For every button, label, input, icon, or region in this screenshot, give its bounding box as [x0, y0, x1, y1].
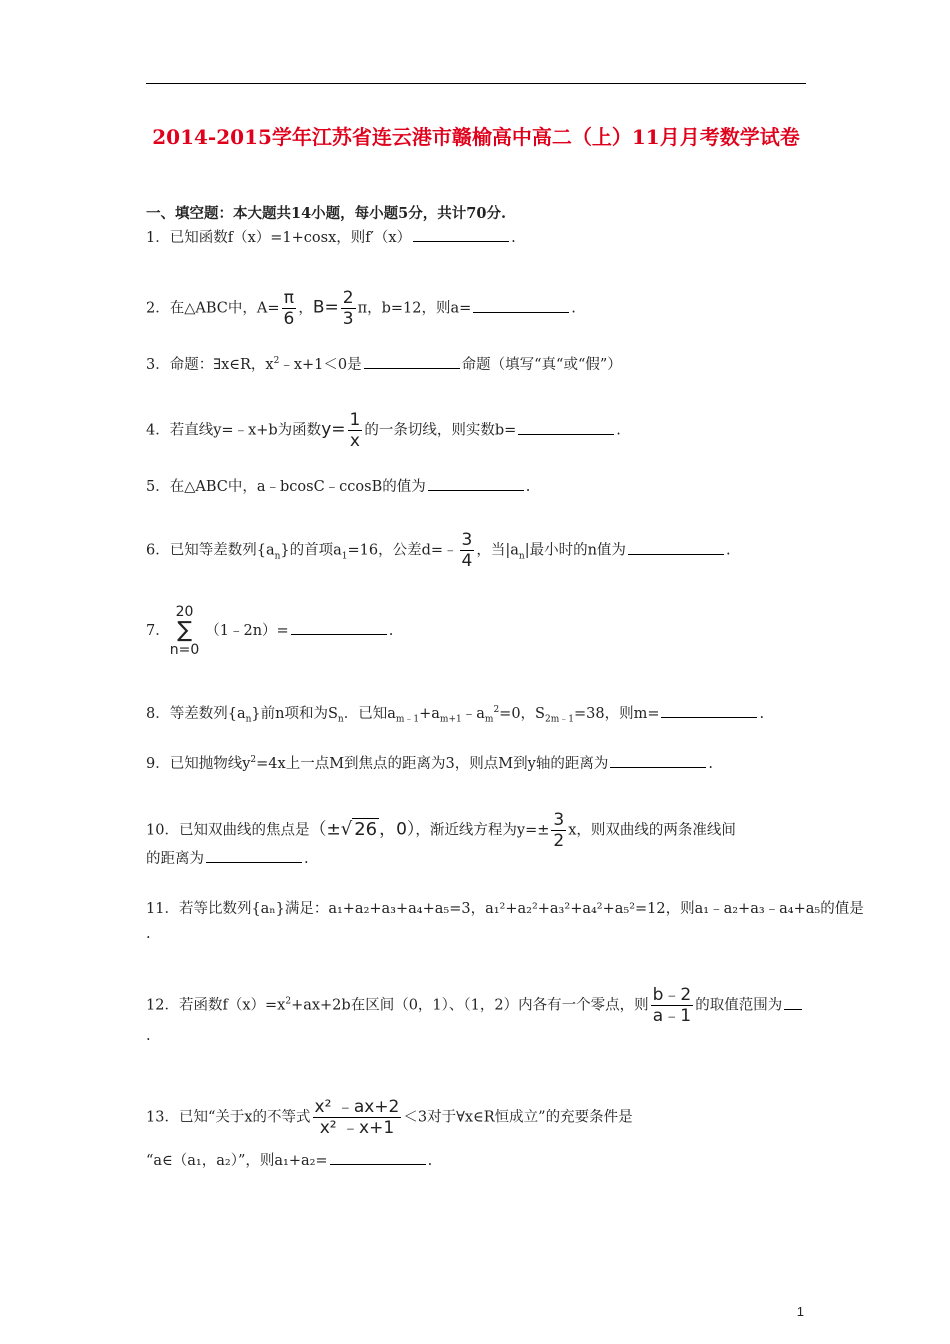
- q10-text: 10．已知双曲线的焦点是: [146, 822, 310, 839]
- q8-text-7: =38，则m=: [573, 705, 660, 722]
- fraction: [313, 1097, 402, 1138]
- question-4: [146, 410, 621, 451]
- question-12-line-2: [146, 1026, 151, 1046]
- sqrt-expression: [341, 818, 379, 840]
- fraction: [551, 810, 566, 851]
- q13-text-2: ＜3对于∀x∈R恒成立”的充要条件是: [403, 1109, 633, 1126]
- q10-focus-close: ，0）: [379, 819, 416, 840]
- page-number: 1: [796, 1304, 804, 1319]
- q1-text: 1．已知函数f（x）=1+cosx，则f′（x）: [146, 230, 412, 246]
- q6-end: .: [725, 542, 731, 559]
- q12-text-2: +ax+2b在区间（0，1）、（1，2）内各有一个零点，则: [291, 997, 649, 1014]
- q6-text-3: =16，公差d=﹣: [347, 542, 458, 559]
- q12-text: 12．若函数f（x）=x: [146, 997, 286, 1014]
- q10-focus-open: （±: [309, 819, 341, 840]
- q3-text-3: 命题（填写“真“或“假”）: [461, 356, 622, 373]
- q8-text-6: =0，S: [499, 705, 545, 722]
- denominator: 6: [283, 309, 295, 329]
- q12-text-3: 的取值范围为: [695, 997, 783, 1014]
- q10-end: .: [304, 851, 309, 867]
- q13-text-3: “a∈（a₁，a₂）”，则a₁+a₂=: [146, 1153, 328, 1169]
- q6-text-2: }的首项a: [280, 542, 342, 559]
- question-12: [146, 985, 804, 1026]
- answer-blank: [291, 620, 387, 635]
- subscript: m+1: [439, 714, 462, 725]
- header-rule: [146, 83, 806, 84]
- numerator: 3: [553, 810, 565, 830]
- q4-text-2: 的一条切线，则实数b=: [364, 422, 517, 439]
- numerator: b﹣2: [652, 985, 692, 1005]
- q8-text-3: ．已知a: [343, 705, 396, 722]
- subscript: 1: [341, 551, 348, 562]
- sqrt-icon: √: [340, 818, 353, 840]
- subscript: n: [274, 551, 281, 562]
- denominator: x² ﹣x+1: [319, 1118, 395, 1138]
- denominator: 2: [553, 831, 565, 851]
- q10-text-3: x，则双曲线的两条准线间: [568, 822, 736, 839]
- question-13: [146, 1097, 633, 1138]
- numerator: π: [282, 288, 297, 309]
- q7-end: .: [388, 623, 394, 639]
- denominator: 3: [342, 309, 354, 329]
- subscript: n: [245, 714, 252, 725]
- answer-blank: [784, 995, 802, 1010]
- q9-end: .: [708, 755, 713, 772]
- answer-blank: [628, 540, 724, 555]
- q8-end: .: [759, 705, 765, 722]
- question-13-line-2: [146, 1150, 432, 1171]
- question-5: [146, 476, 530, 497]
- numerator: 2: [342, 288, 354, 308]
- q8-text-2: }前n项和为S: [251, 705, 338, 722]
- q4-end: .: [616, 422, 621, 439]
- subscript: 2m﹣1: [544, 714, 574, 725]
- answer-blank: [330, 1150, 426, 1165]
- q6-text-5: |最小时的n值为: [524, 542, 626, 559]
- numerator: 3: [461, 530, 473, 550]
- q7-text: 7．: [146, 623, 170, 639]
- superscript: 2: [493, 705, 500, 715]
- q1-end: .: [511, 230, 516, 246]
- fraction: [341, 288, 356, 329]
- q5-end: .: [525, 479, 531, 495]
- q8-text-5: ﹣a: [461, 705, 485, 722]
- answer-blank: [428, 476, 524, 491]
- q8-text-4: +a: [419, 705, 440, 722]
- answer-blank: [413, 227, 509, 242]
- q11-text: 11．若等比数列{aₙ}满足：a₁+a₂+a₃+a₄+a₅=3，a₁²+a₂²+a₃²+a₄²+a₅²=12，则a₁﹣a₂+a₃﹣a₄+a₅的值是: [146, 901, 864, 917]
- q2-sep: ，: [298, 300, 313, 317]
- question-6: [146, 530, 731, 571]
- subscript: m: [484, 714, 494, 725]
- page-title: 2014-2015学年江苏省连云港市赣榆高中高二（上）11月月考数学试卷: [152, 125, 800, 149]
- q7-text-2: （1﹣2n）=: [205, 623, 289, 639]
- q13-end: .: [427, 1153, 433, 1169]
- answer-blank: [661, 703, 757, 718]
- subscript: n: [337, 714, 344, 725]
- fraction: [460, 530, 475, 571]
- answer-blank: [473, 298, 569, 313]
- question-11-line-2: [146, 924, 151, 944]
- q2-end: .: [571, 300, 576, 317]
- q10-text-4: 的距离为: [146, 851, 204, 867]
- subscript: m﹣1: [395, 714, 420, 725]
- question-10-line-2: [146, 848, 309, 869]
- sum-upper: 20: [175, 604, 194, 620]
- q6-text-4: ，当|a: [476, 542, 519, 559]
- superscript: 2: [250, 755, 257, 765]
- q4-text: 4．若直线y=﹣x+b为函数: [146, 422, 322, 439]
- q2-text: 2．在△ABC中，A=: [146, 300, 280, 317]
- fraction: [348, 410, 363, 451]
- answer-blank: [206, 848, 302, 863]
- section-heading: 一、填空题：本大题共14小题，每小题5分，共计70分.: [146, 205, 506, 222]
- fraction: [651, 985, 694, 1026]
- radicand: 26: [354, 818, 378, 840]
- q2-text-2: π，b=12，则a=: [357, 300, 472, 317]
- q8-text: 8．等差数列{a: [146, 705, 246, 722]
- answer-blank: [610, 753, 706, 768]
- numerator: 1: [349, 410, 361, 430]
- q5-text: 5．在△ABC中，a﹣bcosC﹣ccosB的值为: [146, 479, 426, 495]
- question-9: [146, 750, 713, 774]
- q3-text-2: ﹣x+1＜0是: [279, 356, 362, 373]
- q13-text: 13．已知“关于x的不等式: [146, 1109, 311, 1126]
- subscript: n: [518, 551, 525, 562]
- denominator: a﹣1: [652, 1006, 692, 1026]
- question-10: [146, 810, 736, 851]
- q3-text: 3．命题：∃x∈R，x: [146, 356, 274, 373]
- superscript: 2: [285, 996, 292, 1007]
- q2-b-label: B=: [312, 297, 339, 318]
- q4-y-label: y=: [321, 419, 346, 440]
- answer-blank: [364, 354, 460, 369]
- q6-text: 6．已知等差数列{a: [146, 542, 275, 559]
- q9-text-2: =4x上一点M到焦点的距离为3，则点M到y轴的距离为: [256, 755, 609, 772]
- question-8: [146, 700, 764, 730]
- question-7: [146, 604, 393, 658]
- sum-lower: n=0: [169, 642, 200, 658]
- numerator: x² ﹣ax+2: [314, 1097, 400, 1117]
- sigma-symbol: ∑: [177, 618, 192, 643]
- fraction: [282, 288, 297, 329]
- denominator: 4: [461, 551, 473, 571]
- question-3: [146, 351, 622, 375]
- question-11: [146, 899, 864, 919]
- question-2: [146, 288, 576, 329]
- summation: [170, 604, 200, 658]
- q11-end: .: [146, 926, 151, 942]
- q9-text: 9．已知抛物线y: [146, 755, 251, 772]
- superscript: 2: [273, 356, 280, 366]
- q10-text-2: ，渐近线方程为y=±: [415, 822, 550, 839]
- q12-end: .: [146, 1028, 151, 1044]
- answer-blank: [518, 420, 614, 435]
- denominator: x: [349, 431, 360, 451]
- question-1: [146, 227, 516, 248]
